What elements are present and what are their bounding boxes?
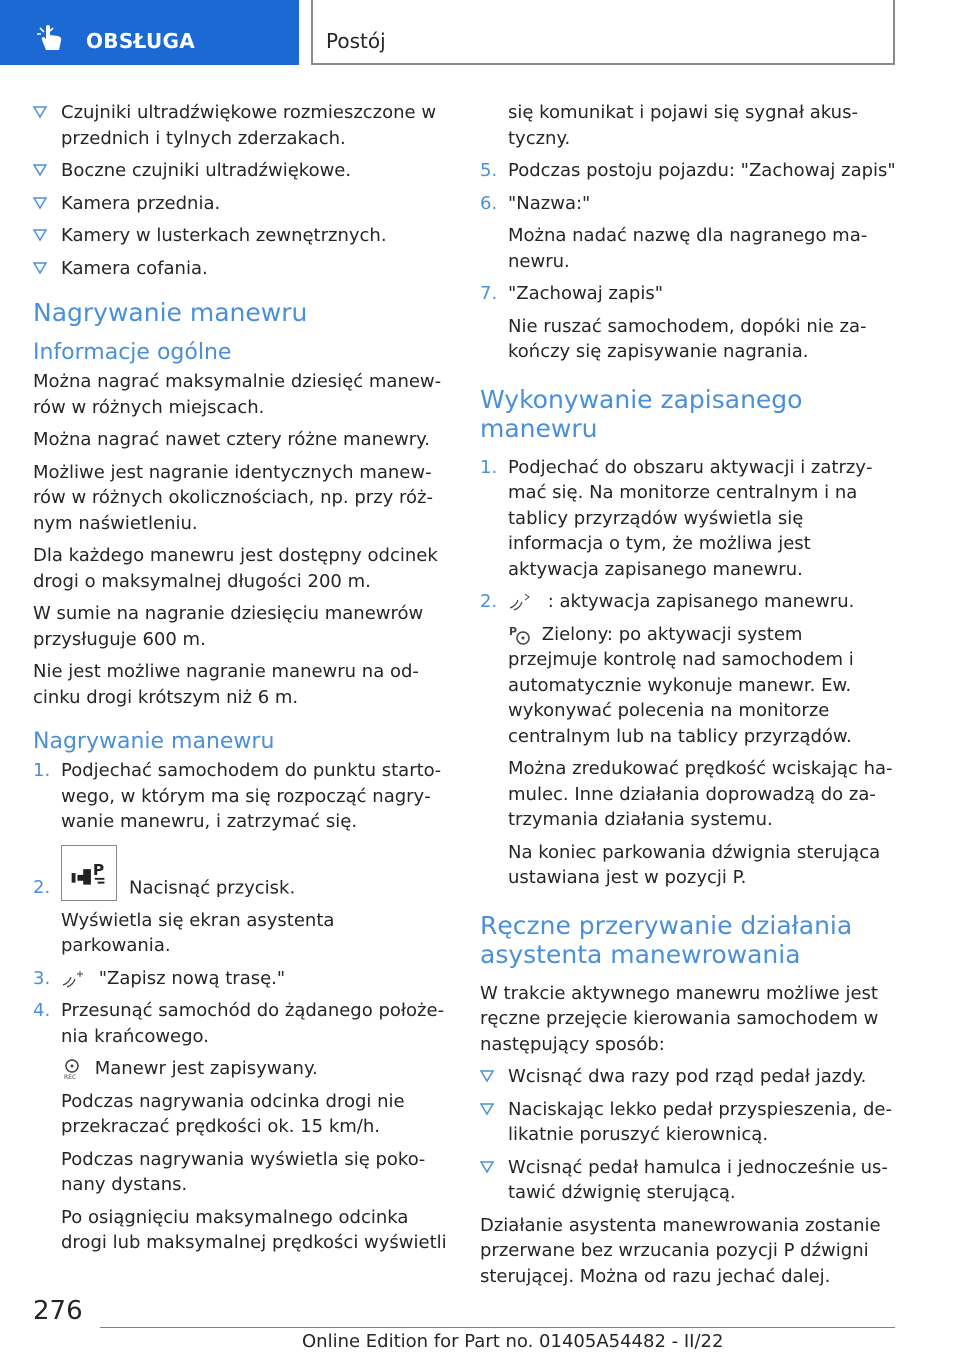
list-item: Kamera przednia. (33, 191, 447, 217)
list-item: 6. "Nazwa:" (480, 192, 591, 214)
paragraph: Dla każdego manewru jest dostępny odcinek drogi o maksymalnej długości 200 m. (33, 545, 438, 592)
paragraph: Możliwe jest nagranie identycznych manewrów w różnych okolicznościach, np. przy różnym naświetleniu. (33, 461, 433, 534)
left-column (33, 100, 447, 1263)
bullet-triangle-icon (480, 1069, 494, 1083)
svg-text:P: P (92, 860, 105, 879)
paragraph: Działanie asystenta manewrowania zostanie przerwane bez wrzucania pozycji P dźwigni sterującej. Można od razu jechać dalej. (480, 1214, 881, 1287)
step-note: Podczas nagrywania odcinka drogi nie przekraczać prędkości ok. 15 km/h. (61, 1090, 405, 1137)
section-heading: Wykonywanie zapisanego manewru (480, 384, 803, 443)
right-column (480, 100, 897, 1296)
step-note: Na koniec parkowania dźwignia sterująca ustawiana jest w pozycji P. (508, 841, 881, 888)
path-record-icon (61, 969, 87, 989)
page-number: 276 (33, 1296, 83, 1326)
section-heading: Nagrywanie manewru (33, 298, 308, 327)
footer-divider (100, 1327, 895, 1328)
step-note: Podczas nagrywania wyświetla się pokonany dystans. (61, 1148, 426, 1195)
list-item: Kamery w lusterkach zewnętrznych. (33, 223, 447, 249)
list-item: 5. Podczas postoju pojazdu: "Zachowaj zapis" (480, 160, 896, 181)
list-item: 7. "Zachowaj zapis" (480, 283, 663, 304)
hand-pointer-icon (36, 24, 68, 52)
bullet-triangle-icon (33, 228, 47, 242)
step-note: Nie ruszać samochodem, dopóki nie zakończy się zapisywanie nagrania. (508, 315, 867, 362)
svg-text:P: P (509, 624, 518, 638)
parking-assistant-button-icon (61, 845, 117, 901)
bullet-triangle-icon (480, 1160, 494, 1174)
subsection-heading: Informacje ogólne (33, 340, 232, 365)
list-item: Wcisnąć dwa razy pod rząd pedał jazdy. (480, 1064, 897, 1090)
paragraph: Można nagrać nawet cztery różne manewry. (33, 429, 430, 450)
list-item: Naciskając lekko pedał przyspieszenia, delikatnie poruszyć kierownicą. (480, 1097, 897, 1148)
paragraph: W trakcie aktywnego manewru możliwe jest ręczne przejęcie kierowania samochodem w następujący sposób: (480, 982, 879, 1055)
svg-text:REC: REC (64, 1074, 77, 1081)
step-note: REC Manewr jest zapisywany. (33, 1056, 447, 1082)
recording-steering-icon (61, 1057, 83, 1081)
bullet-triangle-icon (33, 261, 47, 275)
list-item: 4. Przesunąć samochód do żądanego położenia krańcowego. (33, 1000, 445, 1047)
step-note: Wyświetla się ekran asystenta parkowania. (61, 909, 335, 956)
section-label: OBSŁUGA (86, 29, 196, 53)
list-item: 1. Podjechać samochodem do punktu startowego, w którym ma się rozpocząć nagrywanie manewru, i zatrzymać się. (33, 760, 442, 832)
list-item: Kamera cofania. (33, 256, 447, 282)
paragraph: W sumie na nagranie dziesięciu manewrów przysługuje 600 m. (33, 603, 424, 650)
bullet-triangle-icon (33, 163, 47, 177)
step-note: Po osiągnięciu maksymalnego odcinka drogi lub maksymalnej prędkości wyświetli (61, 1206, 447, 1253)
subsection-heading: Nagrywanie manewru (33, 729, 275, 754)
step-note: P Zielony: po aktywacji system przejmuje kontrolę nad samochodem i automatycznie wykonuje manewr. Ew. wykonywać polecenia na monitorze centralnym lub na tablicy przyrządów. (508, 623, 854, 747)
list-item: Wcisnąć pedał hamulca i jednocześnie ustawić dźwignię sterującą. (480, 1155, 897, 1206)
section-tab (0, 0, 299, 65)
paragraph: Nie jest możliwe nagranie manewru na odcinku drogi krótszym niż 6 m. (33, 661, 419, 708)
list-item: 2. P Nacisnąć przycisk. (33, 845, 447, 901)
footer-edition: Online Edition for Part no. 01405A54482 - II/22 (302, 1331, 724, 1352)
list-item: 1. Podjechać do obszaru aktywacji i zatrzymać się. Na monitorze centralnym i na tablicy przyrządów wyświetla się informacja o tym, że możliwa jest aktywacja zapisanego manewru. (480, 456, 873, 580)
step-note: się komunikat i pojawi się sygnał akustyczny. (508, 102, 858, 149)
list-item: Boczne czujniki ultradźwiękowe. (33, 158, 447, 184)
bullet-triangle-icon (33, 196, 47, 210)
path-record-icon (508, 592, 534, 612)
list-item: 2. : aktywacja zapisanego manewru. (480, 591, 855, 612)
list-item: 3. "Zapisz nową trasę." (33, 967, 286, 989)
list-item: Czujniki ultradźwiękowe rozmieszczone w przednich i tylnych zderzakach. (33, 100, 447, 151)
step-note: Można nadać nazwę dla nagranego manewru. (508, 225, 868, 272)
parking-active-icon (508, 624, 532, 646)
section-heading: Ręczne przerywanie działania asystenta manewrowania (480, 910, 853, 969)
page-title-box (311, 0, 895, 65)
bullet-triangle-icon (480, 1102, 494, 1116)
step-note: Można zredukować prędkość wciskając hamulec. Inne działania doprowadzą do zatrzymania działania systemu. (508, 758, 893, 830)
paragraph: Można nagrać maksymalnie dziesięć manewrów w różnych miejscach. (33, 371, 442, 418)
page-title: Postój (326, 29, 386, 53)
bullet-triangle-icon (33, 105, 47, 119)
